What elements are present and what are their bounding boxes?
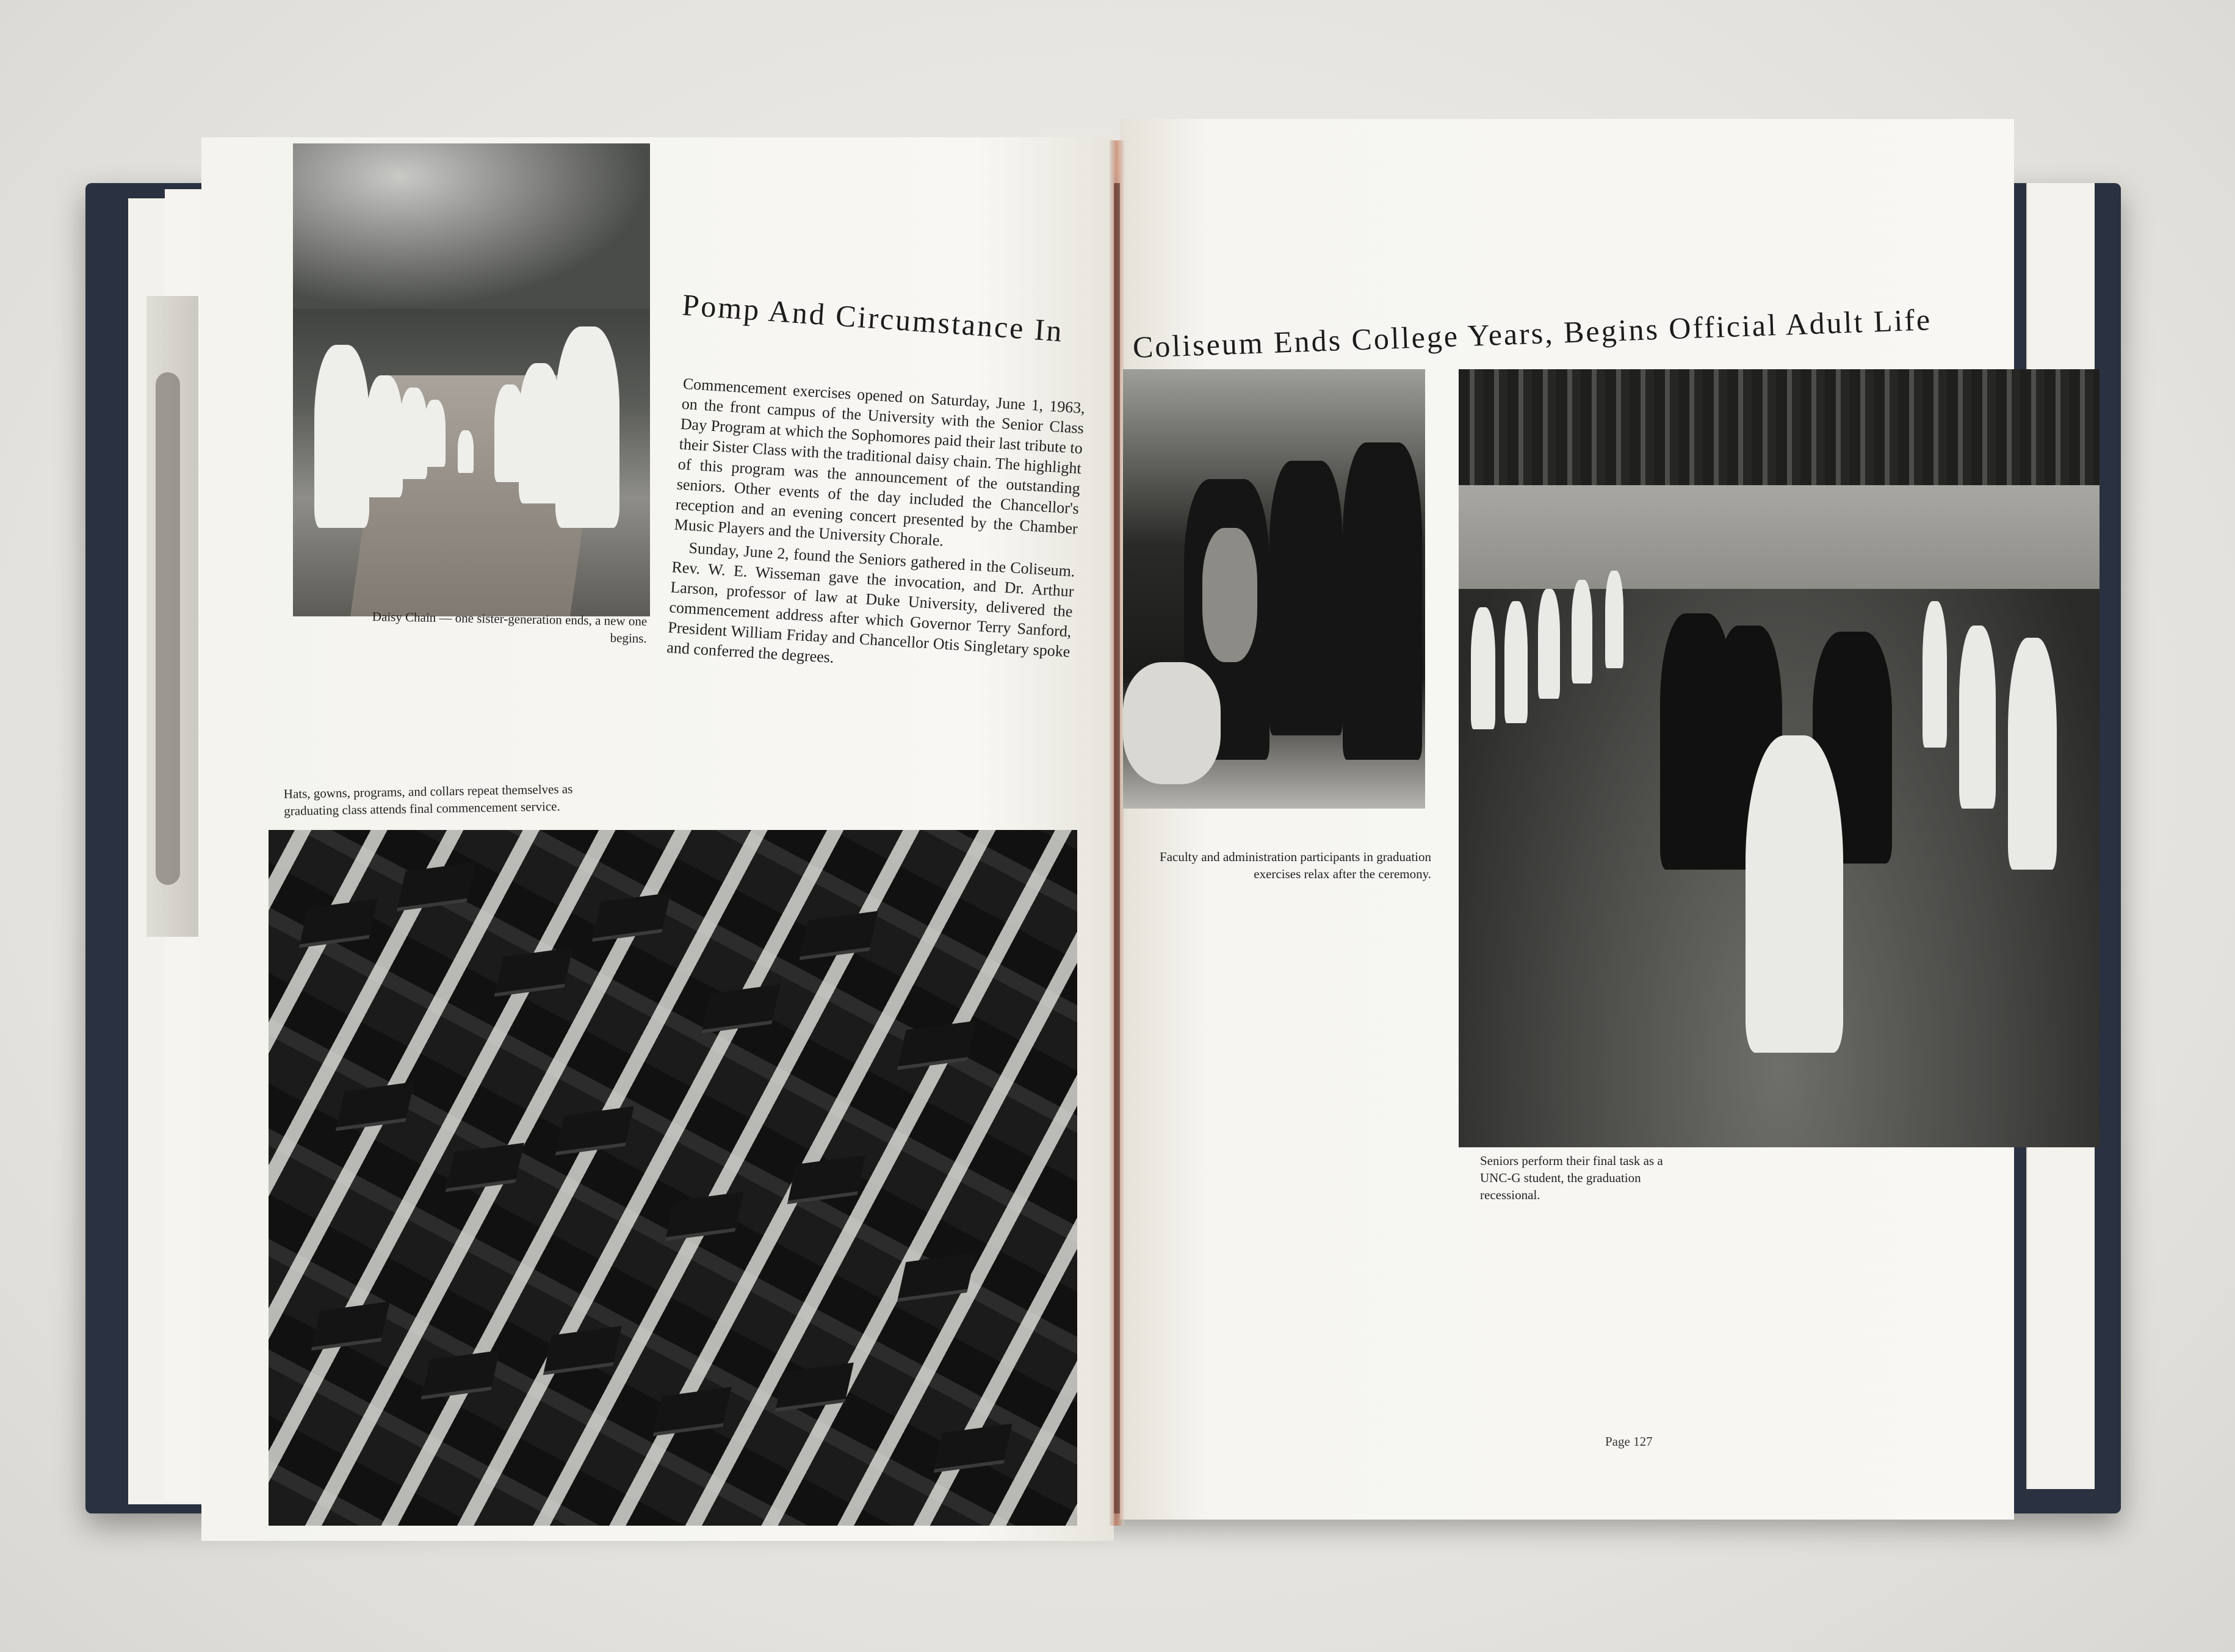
- daisy-chain-photo: [293, 143, 650, 616]
- recessional-photo: [1459, 369, 2100, 1147]
- headline-left: Pomp And Circumstance In: [681, 287, 1065, 348]
- caption-faculty: Faculty and administration participants in graduation exercises relax after the ceremony.: [1160, 849, 1431, 881]
- faculty-photo: [1123, 369, 1425, 809]
- body-paragraph-2: Sunday, June 2, found the Seniors gathered in the Coliseum. Rev. W. E. Wisseman gave the invocation, and Dr. Arthur Larson, professor of law at Duke University, delivered the commencement address after which Governor Terry Sanford, President William Friday and Chancellor Otis Singletary spoke and conferred the degrees.: [666, 539, 1076, 666]
- headline-right: Coliseum Ends College Years, Begins Official Adult Life: [1132, 302, 1933, 364]
- caption-daisy-chain: Daisy Chain — one sister-generation ends, a new one begins.: [372, 609, 648, 646]
- book-gutter: [1110, 140, 1124, 1526]
- article-body: [666, 373, 1085, 684]
- body-paragraph-1: Commencement exercises opened on Saturday, June 1, 1963, on the front campus of the University with the Senior Class Day Program at which the Sophomores paid their last tribute to their Sister Class with the traditional daisy chain. The highlight of this program was the announcement of the outstanding seniors. Other events of the day included the Chancellor's reception and an evening concert presented by the Chamber Music Players and the University Chorale.: [674, 374, 1086, 550]
- caption-seniors: Seniors perform their final task as a UNC-G student, the graduation recessional.: [1480, 1153, 1663, 1202]
- caption-hats: Hats, gowns, programs, and collars repeat themselves as graduating class attends final commencement service.: [283, 781, 573, 818]
- underlying-page-photo-strip: [156, 372, 180, 885]
- page-number: Page 127: [1605, 1434, 1653, 1449]
- graduation-caps-photo: [269, 830, 1077, 1526]
